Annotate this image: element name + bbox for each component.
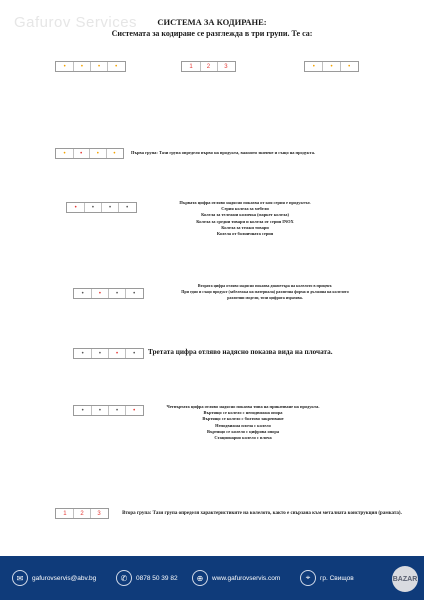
list-item: Въртящо се колело с цифрова опора [206,428,280,434]
code-symbol: • [63,150,66,157]
title-line-2: Системата за кодиране се разглежда в три групи. Те са: [111,29,313,38]
footer-phone-text: 0878 50 39 82 [136,574,178,582]
code-symbol: • [98,350,101,357]
fourth-digit-list [143,404,343,441]
first-digit-heading: Първата цифра отляво надясно показва от коя серия е продуктът. [179,200,311,205]
envelope-icon: ✉ [12,570,28,586]
code-symbol: • [81,350,84,357]
first-digit-box [66,202,137,213]
fourth-digit-box [73,405,144,416]
code-symbol: • [133,290,136,297]
group-1-box [55,148,124,159]
code-symbol: • [115,350,119,357]
code-symbol: • [74,204,77,211]
footer-bar [0,556,424,600]
code-symbol: • [81,290,84,297]
code-symbol: • [133,350,136,357]
second-digit-list [150,283,380,300]
list-item: Въртящо се колело с неподвижна опора [203,410,283,416]
list-item: Колела от болничната серия [216,231,274,237]
list-item: Въртящо се колело с болтово закрепване [202,416,284,422]
code-symbol: • [348,63,351,70]
code-symbol: • [126,204,129,211]
code-symbol: • [81,407,84,414]
code-symbol: • [98,290,101,297]
group-2-text: Втора група: Тази група определя характеристиките на колелото, както е свързана към металната конструкция (рамката). [122,511,402,516]
code-symbol: 2 [80,510,84,517]
code-symbol: • [330,63,333,70]
code-box-group-1 [55,61,126,72]
list-item: Колела за средни товари и колела от серия INOX [196,218,294,224]
code-symbol: • [108,204,112,211]
first-digit-list [140,200,350,237]
code-symbol: • [312,63,315,70]
code-symbol: • [98,407,101,414]
third-digit-box [73,348,144,359]
second-digit-box [73,288,144,299]
code-symbol: • [97,63,101,70]
code-box-group-3 [304,61,359,72]
list-item: При едно и също продукт (забележка на материала) различна форма и дължина на колелото [181,288,349,294]
group-1-text: Първа група: Тази група определя първо на продукта, важното значене и също на продукта. [131,150,316,155]
footer-website[interactable] [192,570,280,586]
code-symbol: • [91,204,94,211]
code-symbol: • [133,407,136,414]
code-symbol: • [63,63,66,70]
code-symbol: • [115,290,119,297]
code-symbol: 2 [206,63,211,70]
code-symbol: • [96,150,99,157]
code-box-group-2 [181,61,236,72]
page-title [0,17,424,39]
code-symbol: • [115,63,118,70]
list-item: Стационарно колело с плоча [214,435,272,441]
footer-email[interactable] [12,570,96,586]
phone-icon: ✆ [116,570,132,586]
title-line-1: СИСТЕМА ЗА КОДИРАНЕ: [157,17,267,27]
code-symbol: • [115,407,119,414]
code-symbol: 1 [189,63,193,70]
footer-website-text: www.gafurovservis.com [212,574,281,582]
footer-email-text: gafurovservis@abv.bg [32,574,97,582]
list-item: Серия колела за мебели [221,206,269,212]
second-digit-heading: Втората цифра отляво надясно показва диаметъра на колелото в процент. [197,283,333,288]
code-symbol: 3 [224,63,228,70]
location-pin-icon: ⌖ [300,570,316,586]
code-symbol: 3 [97,510,101,517]
list-item: различни модели, този цифрата изразява. [227,294,303,300]
list-item: Колела за тежки товари [221,224,269,230]
fourth-digit-heading: Четвъртата цифра отляво надясно показва типа на прикачване на продукта. [166,404,320,409]
code-symbol: • [113,150,116,157]
third-digit-text: Третата цифра отляво надясно показва вида на плочата. [148,348,333,356]
code-symbol: • [80,63,83,70]
bazar-badge-logo: BAZAR [392,566,418,592]
watermark: Gafurov Services [14,14,138,31]
footer-city-text: гр. Свищов [320,574,354,582]
footer-phone[interactable] [116,570,178,586]
code-symbol: • [80,150,83,157]
group-2-box [55,508,109,519]
code-symbol: 1 [63,510,67,517]
footer-location[interactable] [300,570,354,586]
list-item: Неподвижна плоча с колело [215,422,271,428]
list-item: Колела за тележни количка (маркет колела) [201,212,289,218]
globe-icon: ⊕ [192,570,208,586]
